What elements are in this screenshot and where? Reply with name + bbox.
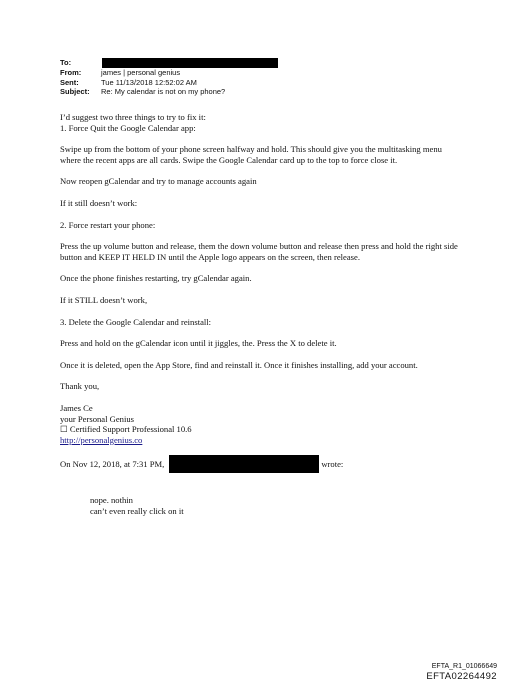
- from-label: From:: [60, 68, 82, 77]
- email-body: [60, 112, 460, 516]
- document-footer: [426, 663, 497, 682]
- signature: [60, 403, 460, 445]
- body-paragraph: Thank you,: [60, 381, 100, 392]
- from-value: james | personal genius: [101, 68, 181, 77]
- redaction-block: [102, 58, 278, 68]
- quote-line: nope. nothin: [90, 495, 133, 506]
- from-row: [60, 68, 278, 78]
- body-paragraph: Press the up volume button and release, them the down volume button and release then press and hold the right side button and KEEP IT HELD IN until the Apple logo appears on the screen, then release.: [60, 241, 458, 262]
- subject-label: Subject:: [60, 87, 90, 97]
- to-row: [60, 58, 278, 68]
- reply-attribution: [60, 455, 460, 473]
- body-paragraph: 3. Delete the Google Calendar and reinstall:: [60, 316, 212, 327]
- bates-id-large: EFTA02264492: [426, 671, 497, 682]
- subject-row: [60, 87, 278, 97]
- signature-name: James Ce: [60, 402, 93, 413]
- reply-prefix: On Nov 12, 2018, at 7:31 PM,: [60, 458, 165, 469]
- body-paragraph: If it still doesn’t work:: [60, 197, 138, 208]
- body-paragraph: 2. Force restart your phone:: [60, 219, 156, 230]
- quote-line: can’t even really click on it: [90, 505, 184, 516]
- to-label: To:: [60, 58, 72, 68]
- body-paragraph: Once it is deleted, open the App Store, find and reinstall it. Once it finishes installing, add your account.: [60, 359, 418, 370]
- body-paragraph: Swipe up from the bottom of your phone screen halfway and hold. This should give you the multitasking menu where the recent apps are all cards. Swipe the Google Calendar card up to the top to force close it.: [60, 144, 442, 165]
- quoted-message: [90, 495, 460, 516]
- body-paragraph: Press and hold on the gCalendar icon until it jiggles, the. Press the X to delete it.: [60, 338, 337, 349]
- sent-row: [60, 78, 278, 88]
- redaction-block: [169, 455, 319, 473]
- email-header: [60, 58, 278, 97]
- body-paragraph: 1. Force Quit the Google Calendar app:: [60, 122, 196, 133]
- body-paragraph: Once the phone finishes restarting, try gCalendar again.: [60, 273, 252, 284]
- body-paragraph: Now reopen gCalendar and try to manage accounts again: [60, 176, 257, 187]
- body-paragraph: I’d suggest two three things to try to fix it:: [60, 112, 206, 122]
- bates-id-small: EFTA_R1_01066649: [431, 663, 497, 670]
- body-paragraph: If it STILL doesn’t work,: [60, 294, 148, 305]
- signature-title: your Personal Genius: [60, 413, 134, 424]
- sent-value: Tue 11/13/2018 12:52:02 AM: [101, 77, 197, 87]
- subject-value: Re: My calendar is not on my phone?: [101, 87, 226, 97]
- sent-label: Sent:: [60, 77, 79, 87]
- reply-suffix: wrote:: [321, 458, 344, 469]
- signature-link[interactable]: http://personalgenius.co: [60, 434, 143, 445]
- signature-cert: ☐ Certified Support Professional 10.6: [60, 424, 192, 435]
